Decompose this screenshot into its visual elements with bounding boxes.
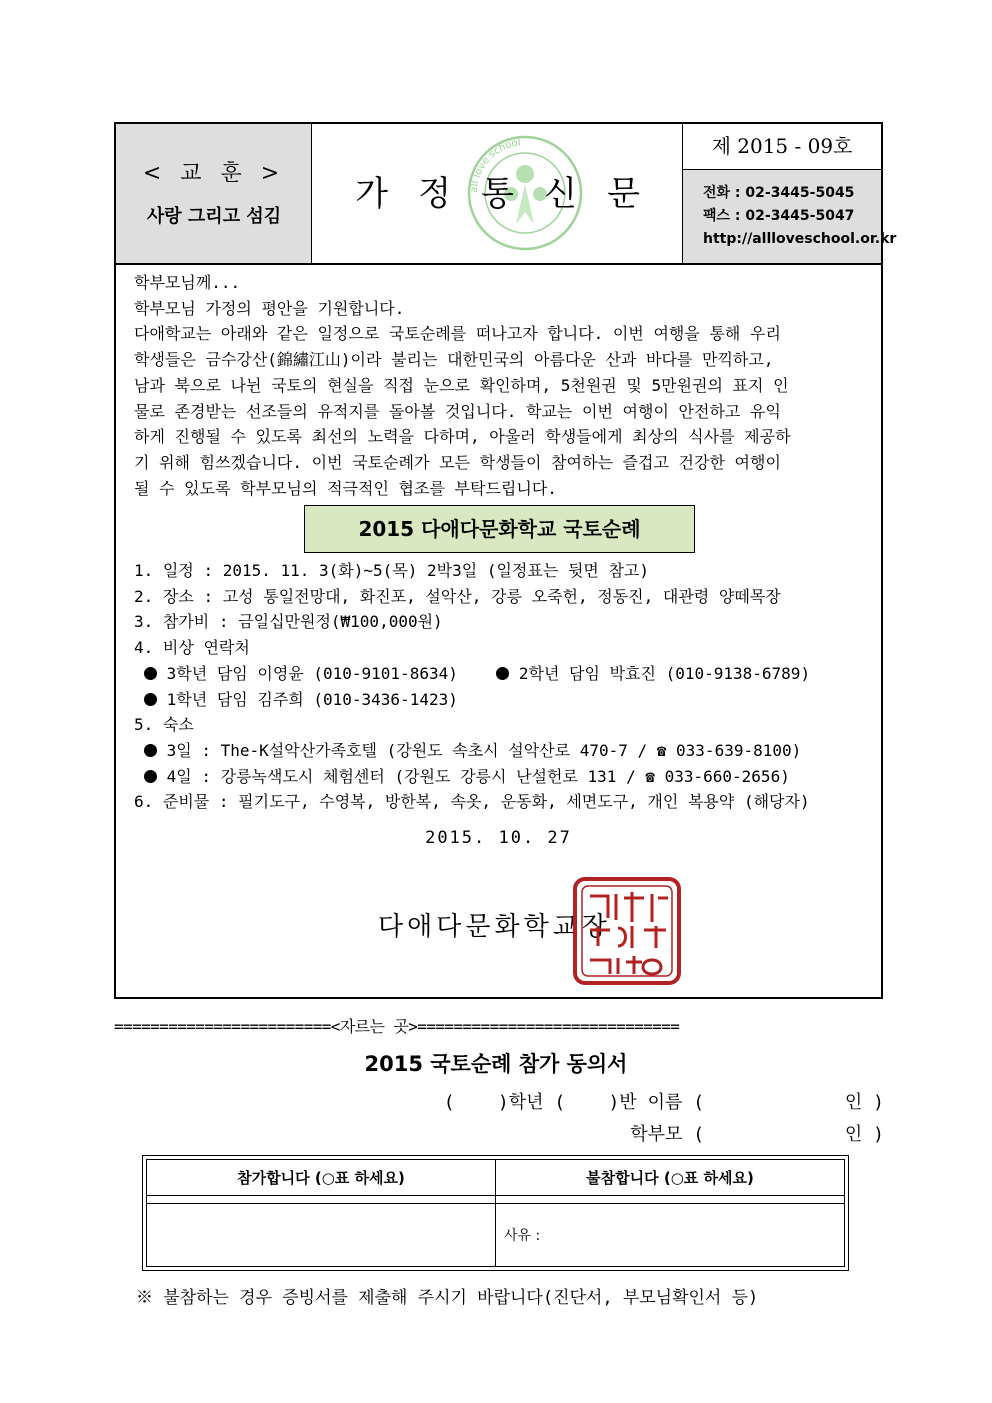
lodging-row	[134, 764, 874, 790]
absent-mark-cell[interactable]	[496, 1196, 845, 1204]
bullet-icon	[144, 770, 157, 783]
bullet-icon	[144, 744, 157, 757]
schedule-item: 1. 일정 : 2015. 11. 3(화)~5(목) 2박3일 (일정표는 뒷면 참고)	[134, 561, 650, 580]
issue-number: 제 2015 - 09호	[683, 124, 881, 170]
body-line: 물로 존경받는 선조들의 유적지를 돌아볼 것입니다. 학교는 이번 여행이 안전하고 유익	[134, 401, 781, 421]
contact-grade2: 2학년 담임 박효진 (010-9138-6789)	[518, 663, 811, 683]
title-char: 정	[418, 174, 451, 214]
newsletter-title	[312, 166, 683, 215]
contacts-row	[134, 661, 874, 687]
absence-reason-cell[interactable]: 사유 :	[496, 1204, 845, 1267]
body-line: 기 위해 힘쓰겠습니다. 이번 국토순례가 모든 학생들이 참여하는 즐겁고 건강한 여행이	[134, 452, 781, 472]
bullet-icon	[144, 667, 157, 680]
issue-date: 2015. 10. 27	[425, 828, 572, 848]
motto-text: 사랑 그리고 섬김	[146, 206, 282, 227]
parent-signature-line: 학부모 ( 인 )	[630, 1124, 884, 1145]
contact-info	[683, 170, 897, 263]
title-cell	[312, 124, 683, 263]
newsletter-header	[116, 124, 897, 265]
motto-title: < 교 훈 >	[142, 161, 286, 186]
fax-number: 팩스 : 02-3445-5047	[703, 208, 855, 224]
website-link[interactable]: http://allloveschool.or.kr	[703, 231, 897, 247]
official-seal-icon	[572, 876, 682, 986]
phone-number: 전화 : 02-3445-5045	[703, 185, 855, 201]
fee-item: 3. 참가비 : 금일십만원정(₩100,000원)	[134, 612, 443, 632]
letter-body	[134, 270, 869, 501]
student-info-line: ( )학년 ( )반 이름 ( 인 )	[443, 1092, 884, 1113]
newsletter-frame	[114, 122, 897, 999]
contacts-row	[134, 687, 874, 713]
title-char: 신	[544, 174, 577, 214]
title-char: 가	[355, 174, 388, 214]
bullet-icon	[144, 693, 157, 706]
absence-note: ※ 불참하는 경우 증빙서를 제출해 주시기 바랍니다(진단서, 부모님확인서 등)	[136, 1288, 759, 1308]
body-line: 남과 북으로 나뉜 국토의 현실을 직접 눈으로 확인하며, 5천원권 및 5만원권의 표지 인	[134, 375, 789, 395]
title-char: 문	[607, 174, 640, 214]
consent-title: 2015 국토순례 참가 동의서	[364, 1052, 628, 1076]
place-item: 2. 장소 : 고성 통일전망대, 화진포, 설악산, 강릉 오죽헌, 정동진, 대관령 양떼목장	[134, 586, 781, 606]
contact-grade1: 1학년 담임 김주희 (010-3436-1423)	[166, 689, 458, 709]
supplies-item: 6. 준비물 : 필기도구, 수영복, 방한복, 속옷, 운동화, 세면도구, 개인 복용약 (해당자)	[134, 792, 810, 812]
body-line: 하게 진행될 수 있도록 최선의 노력을 다하며, 아울러 학생들에게 최상의 식사를 제공하	[134, 427, 791, 447]
logo-text: all love school	[468, 137, 522, 194]
consent-table	[142, 1155, 849, 1271]
body-line: 학부모님께...	[134, 273, 241, 292]
body-line: 학부모님 가정의 평안을 기원합니다.	[134, 298, 405, 318]
lodging-row	[134, 738, 874, 764]
contacts-label: 4. 비상 연락처	[134, 638, 250, 658]
absent-header: 불참합니다 (○표 하세요)	[496, 1160, 845, 1196]
attend-mark-cell[interactable]	[147, 1196, 496, 1204]
empty-cell	[147, 1204, 496, 1267]
body-line: 될 수 있도록 학부모님의 적극적인 협조를 부탁드립니다.	[134, 478, 557, 498]
cut-line: ========================<자르는 곳>=============================	[114, 1017, 680, 1036]
event-details	[134, 558, 874, 815]
title-char: 통	[481, 174, 514, 214]
principal-name: 다애다문화학교장	[378, 912, 611, 942]
issue-info	[683, 124, 897, 263]
bullet-icon	[496, 667, 509, 680]
body-line: 다애학교는 아래와 같은 일정으로 국토순례를 떠나고자 합니다. 이번 여행을 통해 우리	[134, 324, 781, 344]
lodging-label: 5. 숙소	[134, 715, 194, 735]
contact-grade3: 3학년 담임 이영윤 (010-9101-8634)	[166, 663, 458, 683]
lodging-day3: 3일 : The-K설악산가족호텔 (강원도 속초시 설악산로 470-7 / ☎ 033-639-8100)	[166, 740, 802, 760]
attend-header: 참가합니다 (○표 하세요)	[147, 1160, 496, 1196]
event-title-banner: 2015 다애다문화학교 국토순례	[304, 505, 695, 553]
body-line: 학생들은 금수강산(錦繡江山)이라 불리는 대한민국의 아름다운 산과 바다를 만끽하고,	[134, 350, 774, 370]
school-motto	[116, 124, 312, 263]
lodging-day4: 4일 : 강릉녹색도시 체험센터 (강원도 강릉시 난설헌로 131 / ☎ 033-660-2656)	[166, 766, 790, 786]
